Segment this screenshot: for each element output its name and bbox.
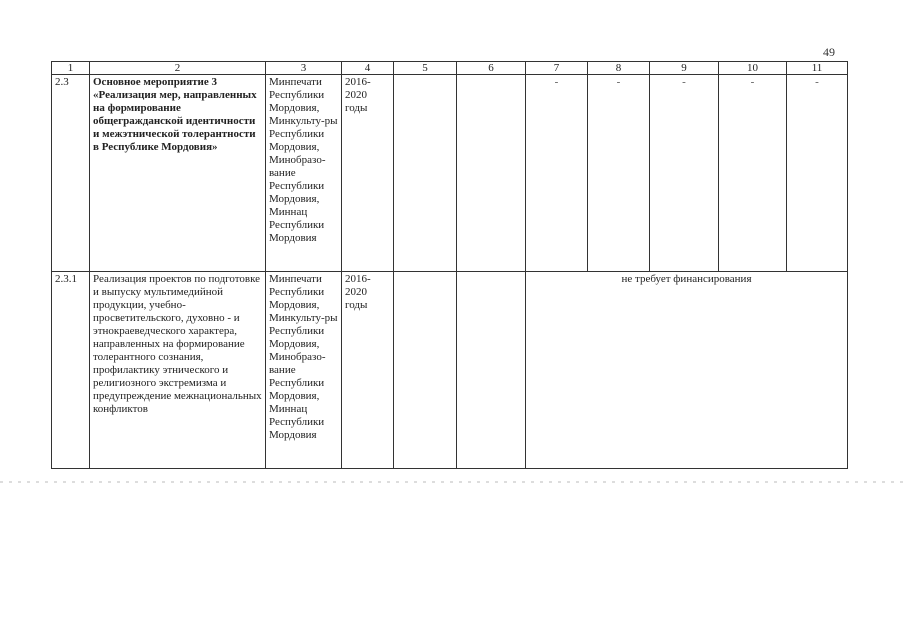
period: 2016-2020 годы xyxy=(342,75,394,272)
row-number: 2.3 xyxy=(52,75,90,272)
col9-cell: - xyxy=(650,75,719,272)
header-cell-11: 11 xyxy=(787,62,848,75)
header-cell-10: 10 xyxy=(719,62,787,75)
page-number: 49 xyxy=(823,45,835,59)
col5-cell xyxy=(394,272,457,469)
period: 2016-2020 годы xyxy=(342,272,394,469)
table-row xyxy=(52,75,848,272)
header-cell-7: 7 xyxy=(526,62,588,75)
event-title: Основное мероприятие 3 «Реализация мер, направленных на формирование общегражданской идентичности и межэтнической толерантности в Республике Мордовия» xyxy=(90,75,266,272)
table-row xyxy=(52,272,848,469)
col6-cell xyxy=(457,75,526,272)
header-cell-8: 8 xyxy=(588,62,650,75)
col10-cell: - xyxy=(719,75,787,272)
executors: Минпечати Республики Мордовия, Минкульту-ры Республики Мордовия, Минобразо-вание Республики Мордовия, Миннац Республики Мордовия xyxy=(266,75,342,272)
header-cell-2: 2 xyxy=(90,62,266,75)
col5-cell xyxy=(394,75,457,272)
header-cell-6: 6 xyxy=(457,62,526,75)
header-cell-4: 4 xyxy=(342,62,394,75)
header-row xyxy=(52,62,848,75)
col6-cell xyxy=(457,272,526,469)
col11-cell: - xyxy=(787,75,848,272)
executors: Минпечати Республики Мордовия, Минкульту-ры Республики Мордовия, Минобразо-вание Республики Мордовия, Миннац Республики Мордовия xyxy=(266,272,342,469)
event-title: Реализация проектов по подготовке и выпуску мультимедийной продукции, учебно-просветительского, духовно - и этнокраеведческого характера, направленных на формирование толерантного сознания, профилактику этнического и религиозного экстремизма и предупреждение межнациональных конфликтов xyxy=(90,272,266,469)
funding-note: не требует финансирования xyxy=(526,272,848,469)
program-table xyxy=(51,61,848,469)
header-cell-5: 5 xyxy=(394,62,457,75)
header-cell-1: 1 xyxy=(52,62,90,75)
header-cell-3: 3 xyxy=(266,62,342,75)
col8-cell: - xyxy=(588,75,650,272)
row-number: 2.3.1 xyxy=(52,272,90,469)
col7-cell: - xyxy=(526,75,588,272)
header-cell-9: 9 xyxy=(650,62,719,75)
scan-artifact-line xyxy=(0,481,905,483)
